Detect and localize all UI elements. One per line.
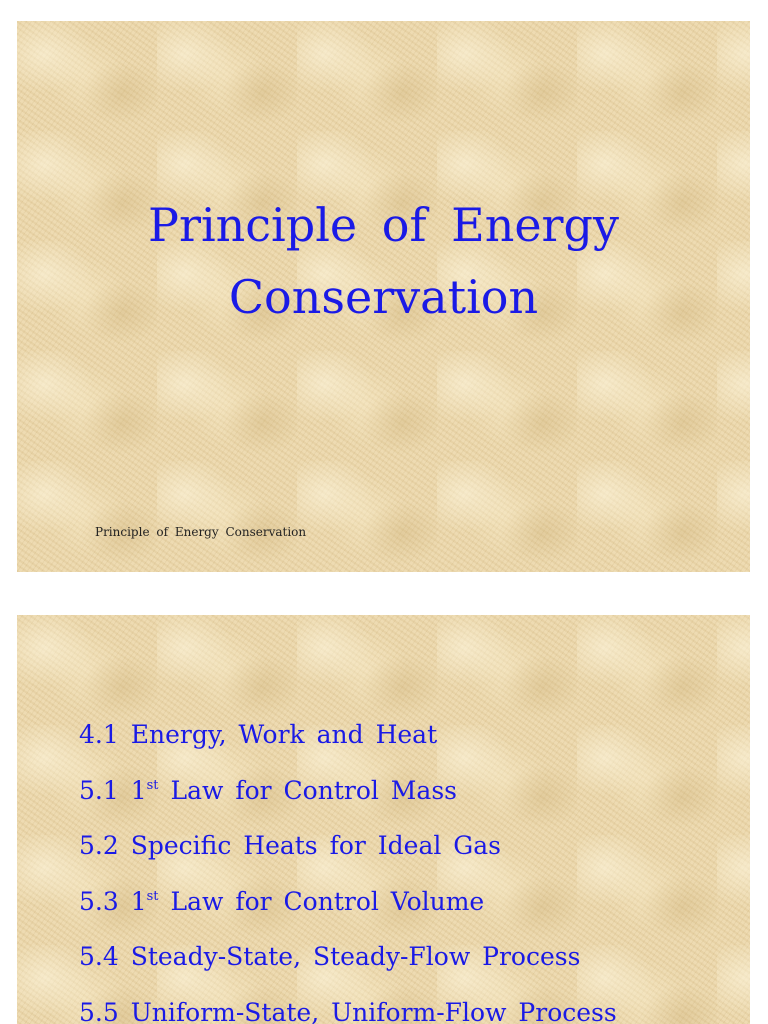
- item-number: 4.1: [79, 720, 119, 749]
- contents-item: [79, 929, 617, 985]
- contents-item: [79, 707, 617, 763]
- slide-title: [17, 189, 750, 333]
- item-text: Energy, Work and Heat: [130, 720, 438, 749]
- contents-item: [79, 874, 617, 930]
- item-ordinal: 1: [130, 775, 147, 805]
- title-slide: [17, 21, 750, 572]
- item-number: 5.2: [79, 831, 119, 860]
- contents-list: [79, 707, 617, 1024]
- item-number: 5.4: [79, 942, 119, 971]
- item-ordinal-suffix: st: [146, 888, 159, 904]
- contents-item: [79, 985, 617, 1024]
- contents-slide: [17, 615, 750, 1024]
- item-number: 5.3: [79, 886, 119, 916]
- contents-item: [79, 763, 617, 819]
- slide-footer: Principle of Energy Conservation: [95, 525, 307, 539]
- item-ordinal-suffix: st: [146, 777, 159, 793]
- slide-title-line-1: Principle of Energy: [148, 198, 619, 252]
- contents-item: [79, 818, 617, 874]
- item-text: Law for Control Mass: [170, 775, 457, 805]
- item-text: Specific Heats for Ideal Gas: [130, 831, 502, 860]
- item-number: 5.1: [79, 775, 119, 805]
- item-text: Steady-State, Steady-Flow Process: [130, 942, 581, 971]
- item-number: 5.5: [79, 997, 119, 1024]
- slide-title-line-2: Conservation: [228, 270, 539, 324]
- item-ordinal: 1: [130, 886, 147, 916]
- item-text: Uniform-State, Uniform-Flow Process: [130, 997, 617, 1024]
- item-text: Law for Control Volume: [170, 886, 485, 916]
